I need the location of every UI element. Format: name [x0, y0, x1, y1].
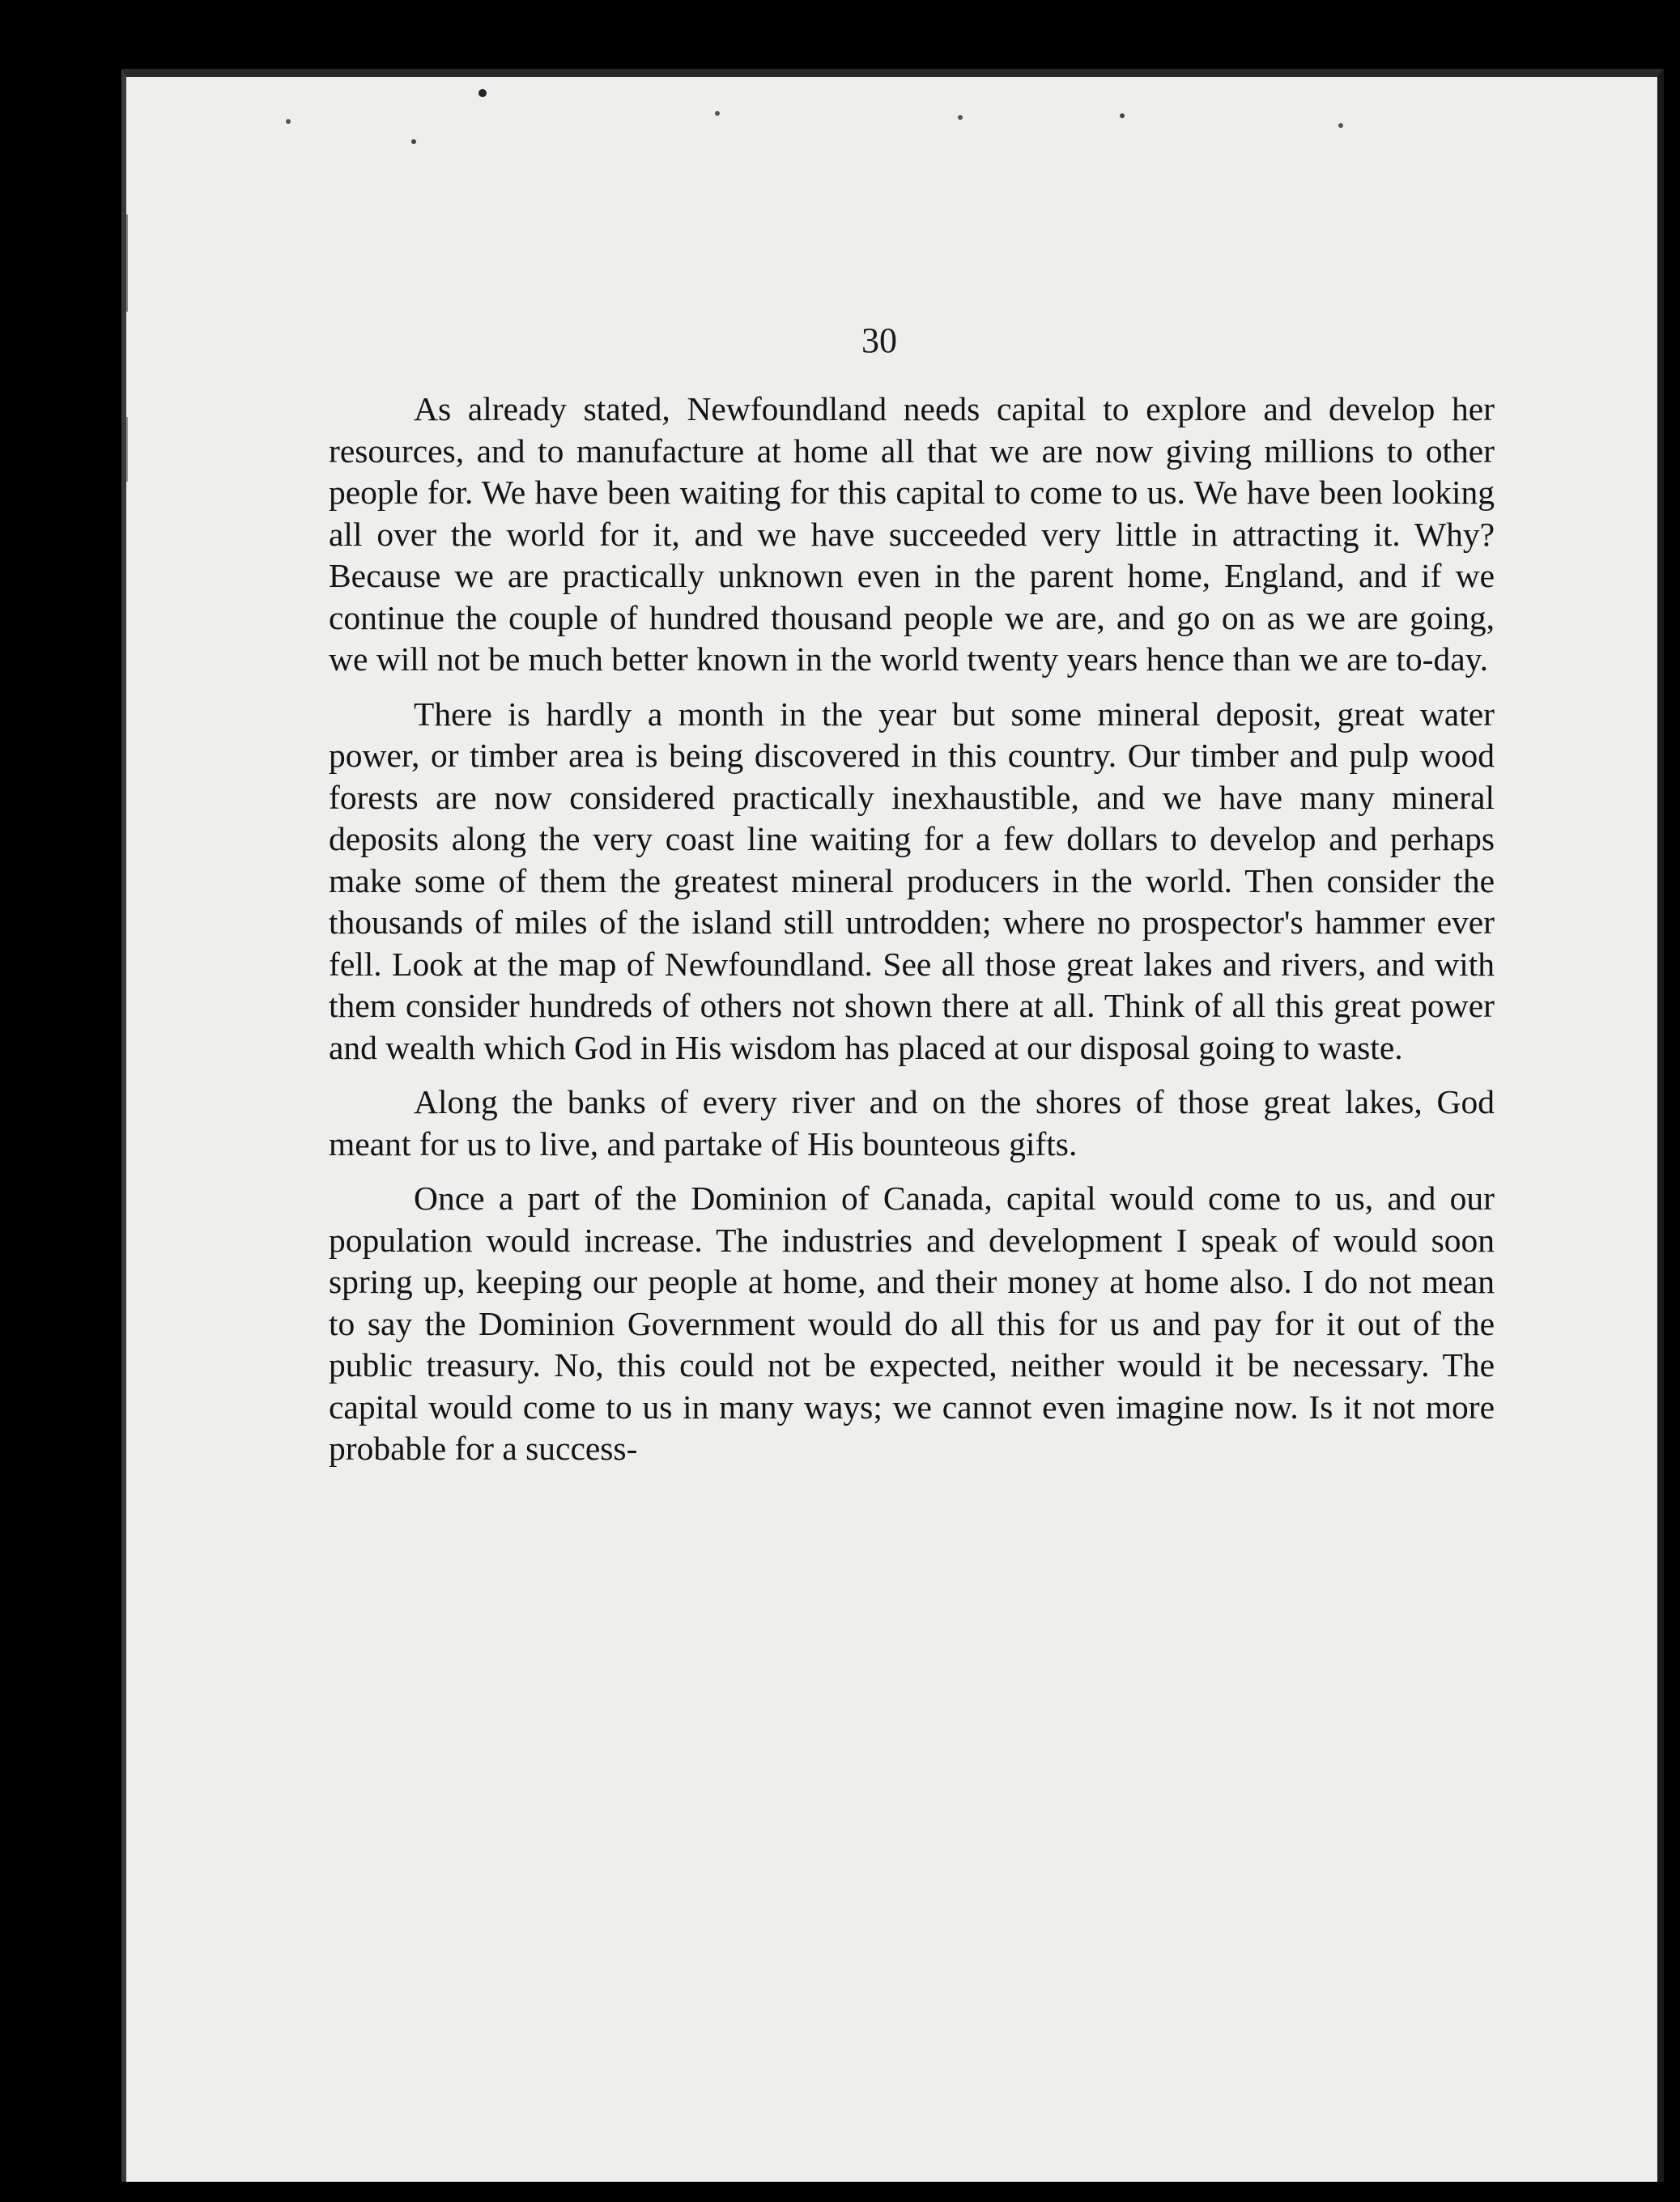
- document-page: [121, 69, 1664, 2182]
- paragraph: Along the banks of every river and on the shores of those great lakes, God meant for us to live, and partake of His bounteous gifts.: [329, 1083, 1495, 1163]
- paragraph: Once a part of the Dominion of Canada, capital would come to us, and our population would increase. The industries and development I speak of would soon spring up, keeping our people at home, and their money at home also. I do not mean to say the Dominion Government would do all this for us and pay for it out of the public treasury. No, this could not be expected, neither would it be necessary. The capital would come to us in many ways; we cannot even imagine now. Is it not more probable for a success-: [329, 1180, 1495, 1467]
- paragraph: There is hardly a month in the year but some mineral deposit, great water power, or timber area is being discovered in this country. Our timber and pulp wood forests are now considered practically inexhaustible, and we have many mineral deposits along the very coast line waiting for a few dollars to develop and perhaps make some of them the greatest mineral producers in the world. Then consider the thousands of miles of the island still untrodden; where no prospector's hammer ever fell. Look at the map of Newfoundland. See all those great lakes and rivers, and with them consider hundreds of others not shown there at all. Think of all this great power and wealth which God in His wisdom has placed at our disposal going to waste.: [329, 695, 1495, 1066]
- paragraph: As already stated, Newfoundland needs capital to explore and develop her resources, and to manufacture at home all that we are now giving millions to other people for. We have been waiting for this capital to come to us. We have been looking all over the world for it, and we have succeeded very little in attracting it. Why? Because we are practically unknown even in the parent home, England, and if we continue the couple of hundred thousand people we are, and go on as we are going, we will not be much better known in the world twenty years hence than we are to-day.: [329, 390, 1495, 678]
- body-text: [329, 389, 1495, 1470]
- page-number: 30: [861, 321, 897, 360]
